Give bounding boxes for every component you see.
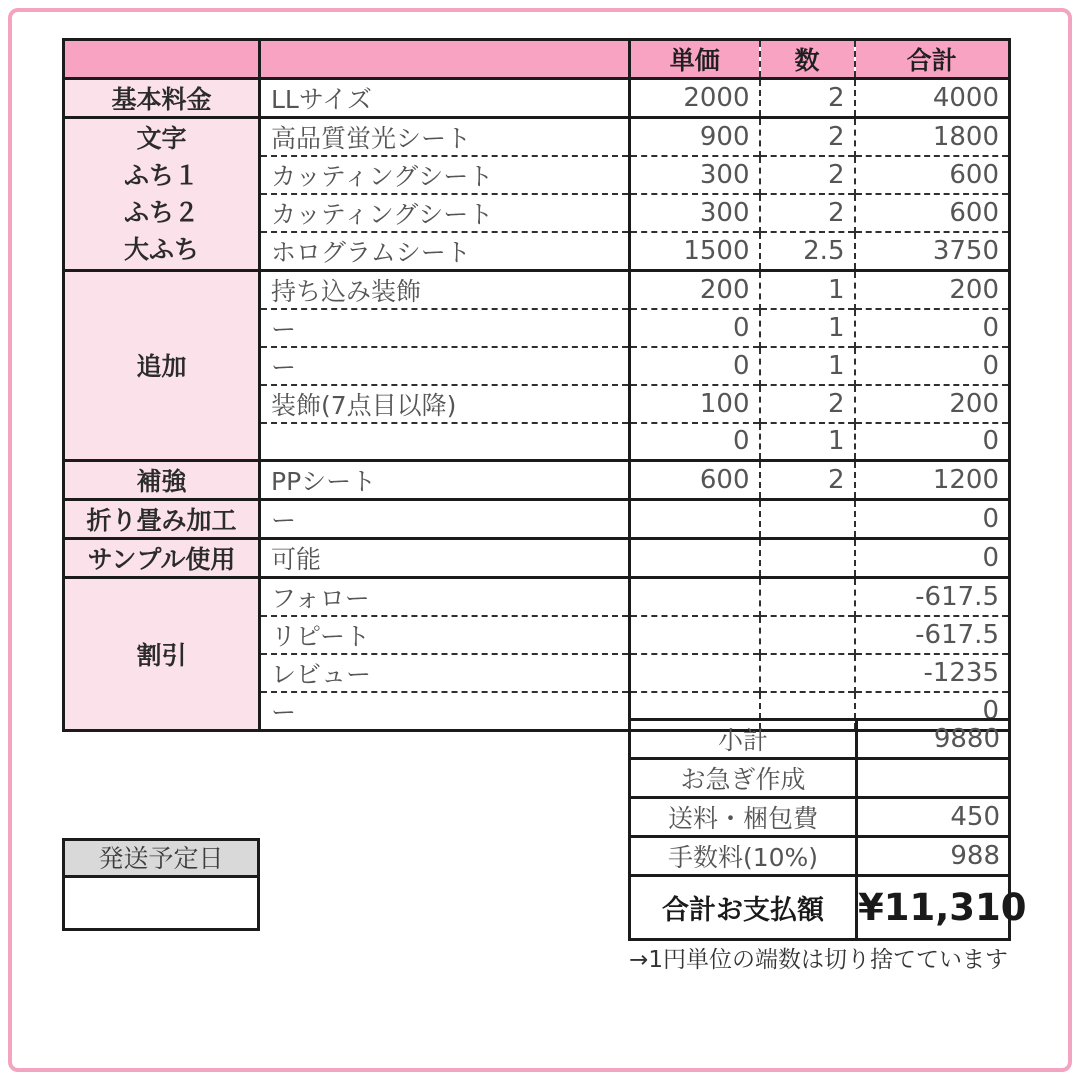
unit-price-cell	[630, 654, 760, 692]
quantity-cell	[760, 499, 855, 538]
quantity-cell: 2	[760, 118, 855, 157]
shipping-fee-value: 450	[857, 798, 1010, 837]
item-cell: ー	[260, 499, 630, 538]
header-label-spacer	[64, 40, 260, 79]
table-row	[64, 577, 1010, 616]
table-row	[64, 538, 1010, 577]
item-cell: レビュー	[260, 654, 630, 692]
table-header-row	[64, 40, 1010, 79]
unit-price-cell: 200	[630, 271, 760, 310]
item-cell	[260, 423, 630, 460]
item-cell: フォロー	[260, 577, 630, 616]
table-row	[64, 271, 1010, 310]
item-cell: カッティングシート	[260, 156, 630, 194]
unit-price-cell: 1500	[630, 232, 760, 271]
summary-table	[628, 718, 1027, 941]
quantity-cell	[760, 654, 855, 692]
quantity-cell: 2	[760, 79, 855, 118]
unit-price-cell	[630, 499, 760, 538]
item-cell: ー	[260, 692, 630, 731]
item-cell: 持ち込み装飾	[260, 271, 630, 310]
rush-order-value	[857, 759, 1010, 798]
item-cell: ー	[260, 347, 630, 385]
unit-price-cell: 900	[630, 118, 760, 157]
row-label-cell: 追加	[64, 271, 260, 461]
unit-price-cell: 600	[630, 460, 760, 499]
quantity-cell: 1	[760, 347, 855, 385]
quantity-cell: 1	[760, 271, 855, 310]
item-cell: ー	[260, 309, 630, 347]
table-row	[64, 118, 1010, 157]
item-cell: ホログラムシート	[260, 232, 630, 271]
total-cell: 600	[855, 156, 1010, 194]
item-cell: LLサイズ	[260, 79, 630, 118]
shipping-date-box	[62, 838, 260, 931]
quantity-cell: 2.5	[760, 232, 855, 271]
row-label-cell: サンプル使用	[64, 538, 260, 577]
total-cell: -1235	[855, 654, 1010, 692]
total-cell: 1200	[855, 460, 1010, 499]
summary-row	[630, 798, 1010, 837]
row-label-cell: 割引	[64, 577, 260, 730]
item-cell: 可能	[260, 538, 630, 577]
total-cell: 0	[855, 347, 1010, 385]
summary-row	[630, 876, 1010, 940]
rounding-note: →1円単位の端数は切り捨てています	[629, 947, 1008, 973]
quantity-cell	[760, 538, 855, 577]
row-label-cell: 補強	[64, 460, 260, 499]
quantity-cell	[760, 616, 855, 654]
grand-total-value: ¥11,310	[857, 876, 1010, 940]
total-cell: -617.5	[855, 577, 1010, 616]
unit-price-cell: 2000	[630, 79, 760, 118]
unit-price-cell: 100	[630, 385, 760, 423]
header-item-spacer	[260, 40, 630, 79]
handling-fee-label: 手数料(10%)	[630, 837, 857, 876]
header-total: 合計	[855, 40, 1010, 79]
quantity-cell: 2	[760, 385, 855, 423]
rush-order-label: お急ぎ作成	[630, 759, 857, 798]
shipping-date-title: 発送予定日	[62, 838, 260, 878]
total-cell: 0	[855, 309, 1010, 347]
total-cell: 600	[855, 194, 1010, 232]
item-cell: リピート	[260, 616, 630, 654]
unit-price-cell	[630, 577, 760, 616]
total-cell: 200	[855, 385, 1010, 423]
table-row	[64, 460, 1010, 499]
quantity-cell: 2	[760, 460, 855, 499]
table-row	[64, 499, 1010, 538]
unit-price-cell	[630, 616, 760, 654]
unit-price-cell: 0	[630, 309, 760, 347]
quantity-cell	[760, 577, 855, 616]
total-cell: 3750	[855, 232, 1010, 271]
summary-row	[630, 837, 1010, 876]
summary-row	[630, 720, 1010, 759]
total-cell: 0	[855, 692, 1010, 731]
quantity-cell: 1	[760, 423, 855, 460]
unit-price-cell: 0	[630, 423, 760, 460]
header-quantity: 数	[760, 40, 855, 79]
table-row	[64, 79, 1010, 118]
price-table	[62, 38, 1011, 732]
subtotal-value: 9880	[857, 720, 1010, 759]
item-cell: カッティングシート	[260, 194, 630, 232]
total-cell: 0	[855, 538, 1010, 577]
row-label-cell	[64, 118, 260, 271]
quantity-cell: 1	[760, 309, 855, 347]
shipping-date-value	[62, 878, 260, 931]
item-cell: 高品質蛍光シート	[260, 118, 630, 157]
unit-price-cell: 300	[630, 156, 760, 194]
quantity-cell: 2	[760, 156, 855, 194]
item-cell: PPシート	[260, 460, 630, 499]
unit-price-cell: 300	[630, 194, 760, 232]
row-label-cell: 基本料金	[64, 79, 260, 118]
unit-price-cell: 0	[630, 347, 760, 385]
header-unit-price: 単価	[630, 40, 760, 79]
total-cell: 4000	[855, 79, 1010, 118]
subtotal-label: 小計	[630, 720, 857, 759]
total-cell: 0	[855, 499, 1010, 538]
group-label: 大ふち	[123, 235, 199, 264]
unit-price-cell	[630, 538, 760, 577]
total-cell: 1800	[855, 118, 1010, 157]
shipping-fee-label: 送料・梱包費	[630, 798, 857, 837]
total-cell: 200	[855, 271, 1010, 310]
summary-row	[630, 759, 1010, 798]
group-label: 文字	[136, 124, 187, 153]
quantity-cell: 2	[760, 194, 855, 232]
total-cell: 0	[855, 423, 1010, 460]
group-label: ふち１	[123, 161, 199, 190]
total-cell: -617.5	[855, 616, 1010, 654]
grand-total-label: 合計お支払額	[630, 876, 857, 940]
handling-fee-value: 988	[857, 837, 1010, 876]
item-cell: 装飾(7点目以降)	[260, 385, 630, 423]
group-label-stack	[65, 120, 258, 268]
row-label-cell: 折り畳み加工	[64, 499, 260, 538]
group-label: ふち２	[123, 198, 199, 227]
